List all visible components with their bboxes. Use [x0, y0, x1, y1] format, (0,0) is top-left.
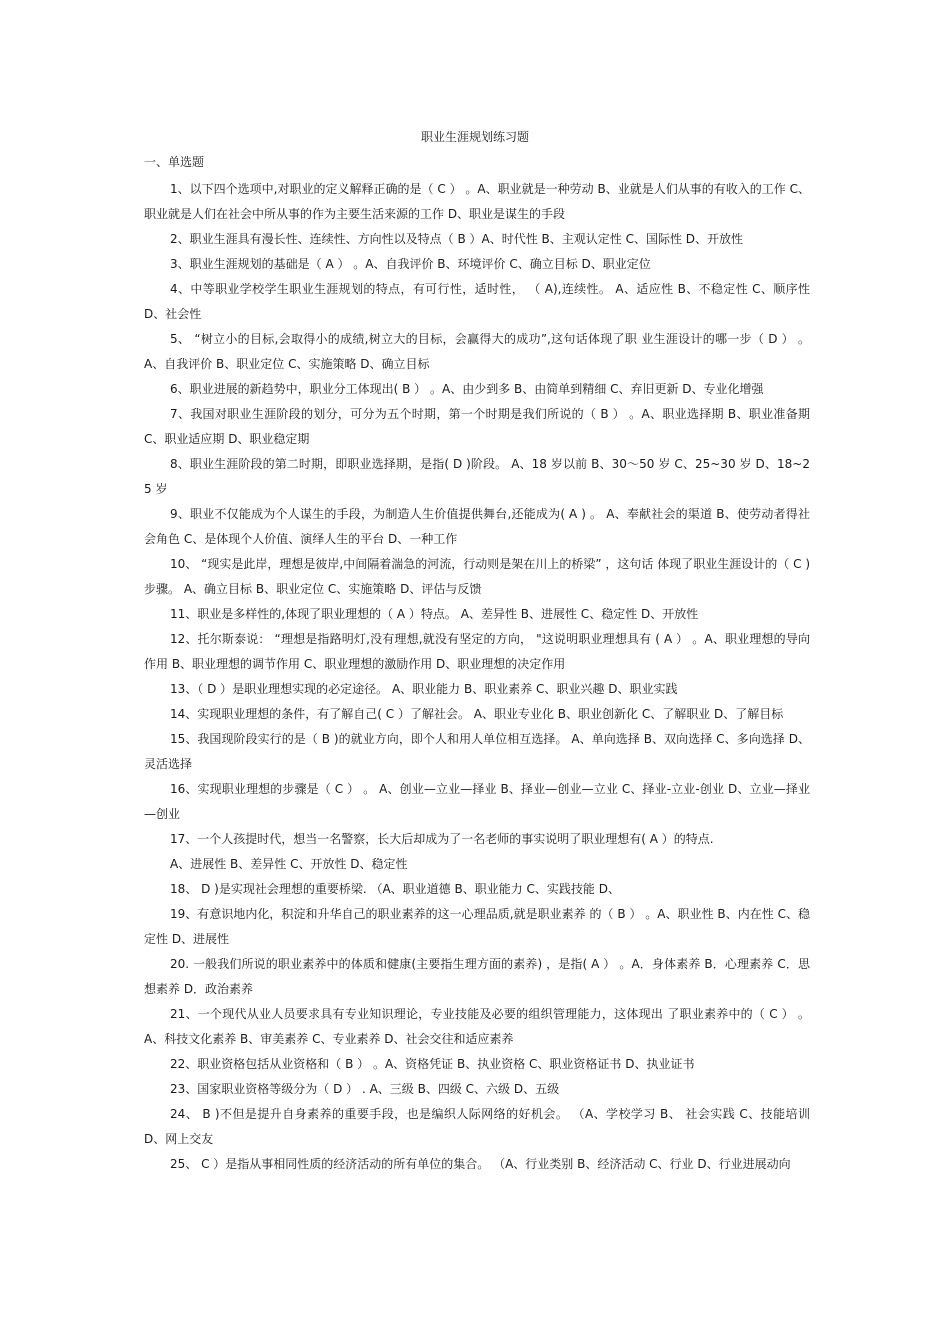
question-list [144, 177, 810, 1177]
question-item: 16、实现职业理想的步骤是（ C ） 。 A、创业—立业—择业 B、择业—创业—立业 C、择业-立业-创业 D、立业—择业—创业 [144, 782, 810, 821]
document-title: 职业生涯规划练习题 [420, 130, 529, 144]
question-item: 13、（ D ）是职业理想实现的必定途径。 A、职业能力 B、职业素养 C、职业兴趣 D、职业实践 [170, 682, 678, 696]
question-item: 20. 一般我们所说的职业素养中的体质和健康(主要指生理方面的素养) ，是指( A ） 。A．身体素养 B．心理素养 C．思想素养 D．政治素养 [144, 957, 810, 996]
question-item: 21、一个现代从业人员要求具有专业知识理论，专业技能及必要的组织管理能力，这体现出 了职业素养中的（ C ） 。A、科技文化素养 B、审美素养 C、专业素养 D、社会交往和适应素养 [144, 1007, 810, 1046]
question-item: 7、我国对职业生涯阶段的划分，可分为五个时期，第一个时期是我们所说的（ B ） 。A、职业选择期 B、职业准备期 C、职业适应期 D、职业稳定期 [144, 407, 810, 446]
question-item: 10、 “现实是此岸，理想是彼岸,中间隔着湍急的河流，行动则是架在川上的桥梁” ，这句话 体现了职业生涯设计的（ C )步骤。 A、确立目标 B、职业定位 C、实施策略 D、评估与反馈 [144, 557, 810, 596]
question-item: 5、 “树立小的目标,会取得小的成绩,树立大的目标，会赢得大的成功”,这句话体现了职 业生涯设计的哪一步（ D ） 。A、自我评价 B、职业定位 C、实施策略 D、确立目标 [144, 332, 810, 371]
question-item: 4、中等职业学校学生职业生涯规划的特点，有可行性，适时性， （ A),连续性。 A、适应性 B、不稳定性 C、顺序性 D、社会性 [144, 282, 810, 321]
question-item: 17、一个人孩提时代，想当一名警察，长大后却成为了一名老师的事实说明了职业理想有( A ）的特点. [170, 832, 714, 846]
question-options-line: A、进展性 B、差异性 C、开放性 D、稳定性 [170, 857, 408, 871]
question-item: 22、职业资格包括从业资格和（ B ） 。A、资格凭证 B、执业资格 C、职业资格证书 D、执业证书 [170, 1057, 695, 1071]
question-item: 23、国家职业资格等级分为（ D ） . A、三级 B、四级 C、六级 D、五级 [170, 1082, 560, 1096]
question-item: 25、 C ）是指从事相同性质的经济活动的所有单位的集合。 （A、行业类别 B、经济活动 C、行业 D、行业进展动向 [170, 1157, 791, 1171]
section-heading: 一、单选题 [144, 155, 205, 169]
question-item: 2、职业生涯具有漫长性、连续性、方向性以及特点（ B ）A、时代性 B、主观认定性 C、国际性 D、开放性 [170, 232, 744, 246]
question-item: 1、以下四个选项中,对职业的定义解释正确的是（ C ） 。A、职业就是一种劳动 B、业就是人们从事的有收入的工作 C、职业就是人们在社会中所从事的作为主要生活来源的工作 D、职业是谋生的手段 [144, 182, 810, 221]
question-item: 18、 D )是实现社会理想的重要桥梁. （A、职业道德 B、职业能力 C、实践技能 D、 [170, 882, 620, 896]
question-item: 24、 B )不但是提升自身素养的重要手段，也是编织人际网络的好机会。 （A、学校学习 B、 社会实践 C、技能培训 D、网上交友 [144, 1107, 810, 1146]
question-item: 19、有意识地内化，积淀和升华自己的职业素养的这一心理品质,就是职业素养 的（ B ） 。A、职业性 B、内在性 C、稳定性 D、进展性 [144, 907, 810, 946]
question-item: 11、职业是多样性的,体现了职业理想的（ A ）特点。 A、差异性 B、进展性 C、稳定性 D、开放性 [170, 607, 699, 621]
question-item: 8、职业生涯阶段的第二时期，即职业选择期，是指( D )阶段。 A、18 岁以前 B、30～50 岁 C、25~30 岁 D、18~25 岁 [144, 457, 810, 496]
question-item: 12、托尔斯泰说： “理想是指路明灯,没有理想,就没有坚定的方向， "这说明职业理想具有 ( A ） 。A、职业理想的导向作用 B、职业理想的调节作用 C、职业理想的激励作用 D、职业理想的决定作用 [144, 632, 810, 671]
question-item: 3、职业生涯规划的基础是（ A ） 。A、自我评价 B、环境评价 C、确立目标 D、职业定位 [170, 257, 651, 271]
question-item: 6、职业进展的新趋势中，职业分工体现出( B ） 。A、由少到多 B、由简单到精细 C、弃旧更新 D、专业化增强 [170, 382, 764, 396]
question-item: 9、职业不仅能成为个人谋生的手段，为制造人生价值提供舞台,还能成为( A ) 。 A、奉献社会的渠道 B、使劳动者得社会角色 C、是体现个人价值、演绎人生的平台 D、一种工作 [144, 507, 810, 546]
question-item: 15、我国现阶段实行的是（ B )的就业方向，即个人和用人单位相互选择。 A、单向选择 B、双向选择 C、多向选择 D、灵活选择 [144, 732, 810, 771]
question-item: 14、实现职业理想的条件，有了解自己( C ）了解社会。 A、职业专业化 B、职业创新化 C、了解职业 D、了解目标 [170, 707, 784, 721]
